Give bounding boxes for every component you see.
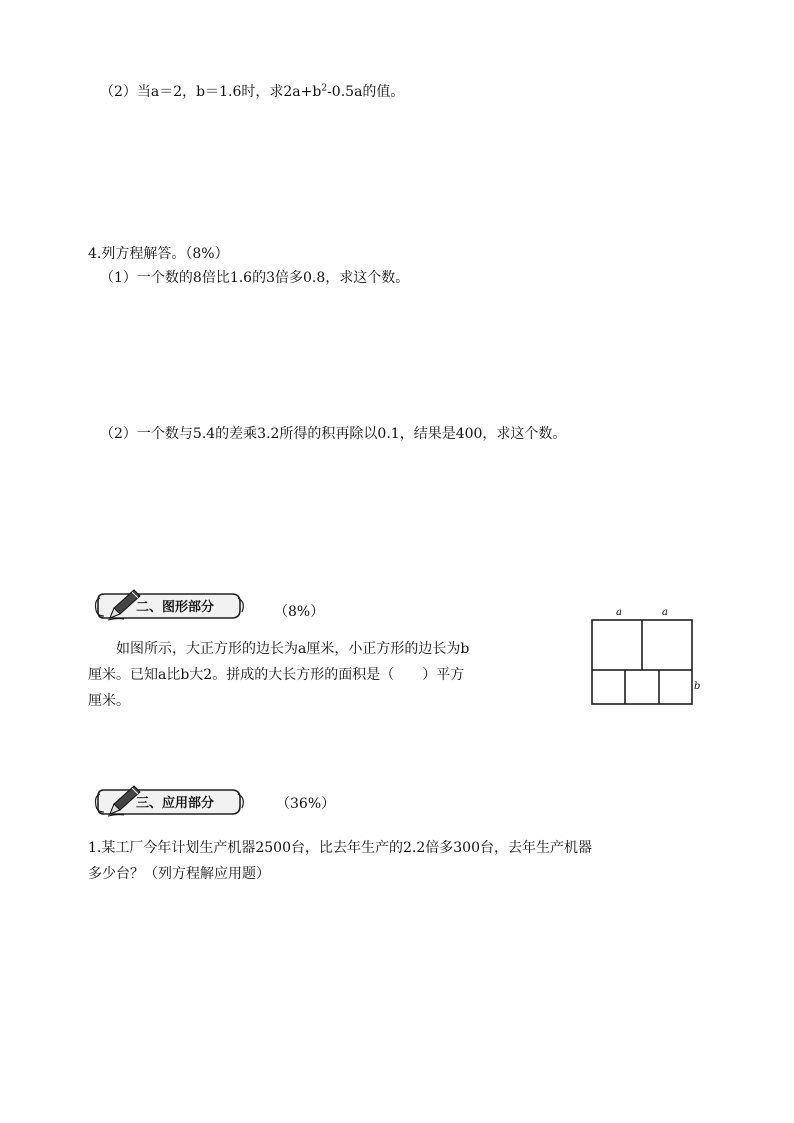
question-4-item-2: （2）一个数与5.4的差乘3.2所得的积再除以0.1，结果是400，求这个数。	[100, 426, 567, 442]
question-4-item-1: （1）一个数的8倍比1.6的3倍多0.8，求这个数。	[100, 270, 410, 286]
section-2-banner	[90, 588, 250, 622]
section-2-text-line-1: 如图所示，大正方形的边长为a厘米，小正方形的边长为b	[116, 641, 470, 657]
section-3-percent: （36%）	[276, 796, 336, 812]
section-3-banner	[90, 784, 250, 818]
section-3-question-1-line-2: 多少台？（列方程解应用题）	[88, 866, 270, 882]
label-a-right: a	[662, 607, 668, 618]
section-3-label: 三、应用部分	[136, 796, 215, 811]
question-3-2-prefix: （2）当a＝2，b＝1.6时，求2a+b	[100, 84, 322, 100]
section-2-label: 二、图形部分	[136, 600, 215, 615]
question-4-heading: 4.列方程解答。（8%）	[88, 246, 229, 262]
label-a-left: a	[616, 607, 622, 618]
exponent: 2	[321, 83, 328, 94]
section-3-question-1	[88, 835, 728, 887]
question-3-2	[100, 82, 404, 102]
section-2-percent: （8%）	[274, 604, 325, 620]
section-2-text-line-2: 厘米。已知a比b大2。拼成的大长方形的面积是（ ）平方	[88, 667, 465, 683]
question-3-2-suffix: -0.5a的值。	[327, 84, 405, 100]
label-b: b	[694, 681, 701, 692]
rectangle-figure	[588, 604, 700, 708]
section-2-text	[88, 636, 568, 714]
section-3-question-1-line-1: 1.某工厂今年计划生产机器2500台，比去年生产的2.2倍多300台，去年生产机器	[88, 840, 592, 856]
section-2-text-line-3: 厘米。	[88, 693, 130, 709]
